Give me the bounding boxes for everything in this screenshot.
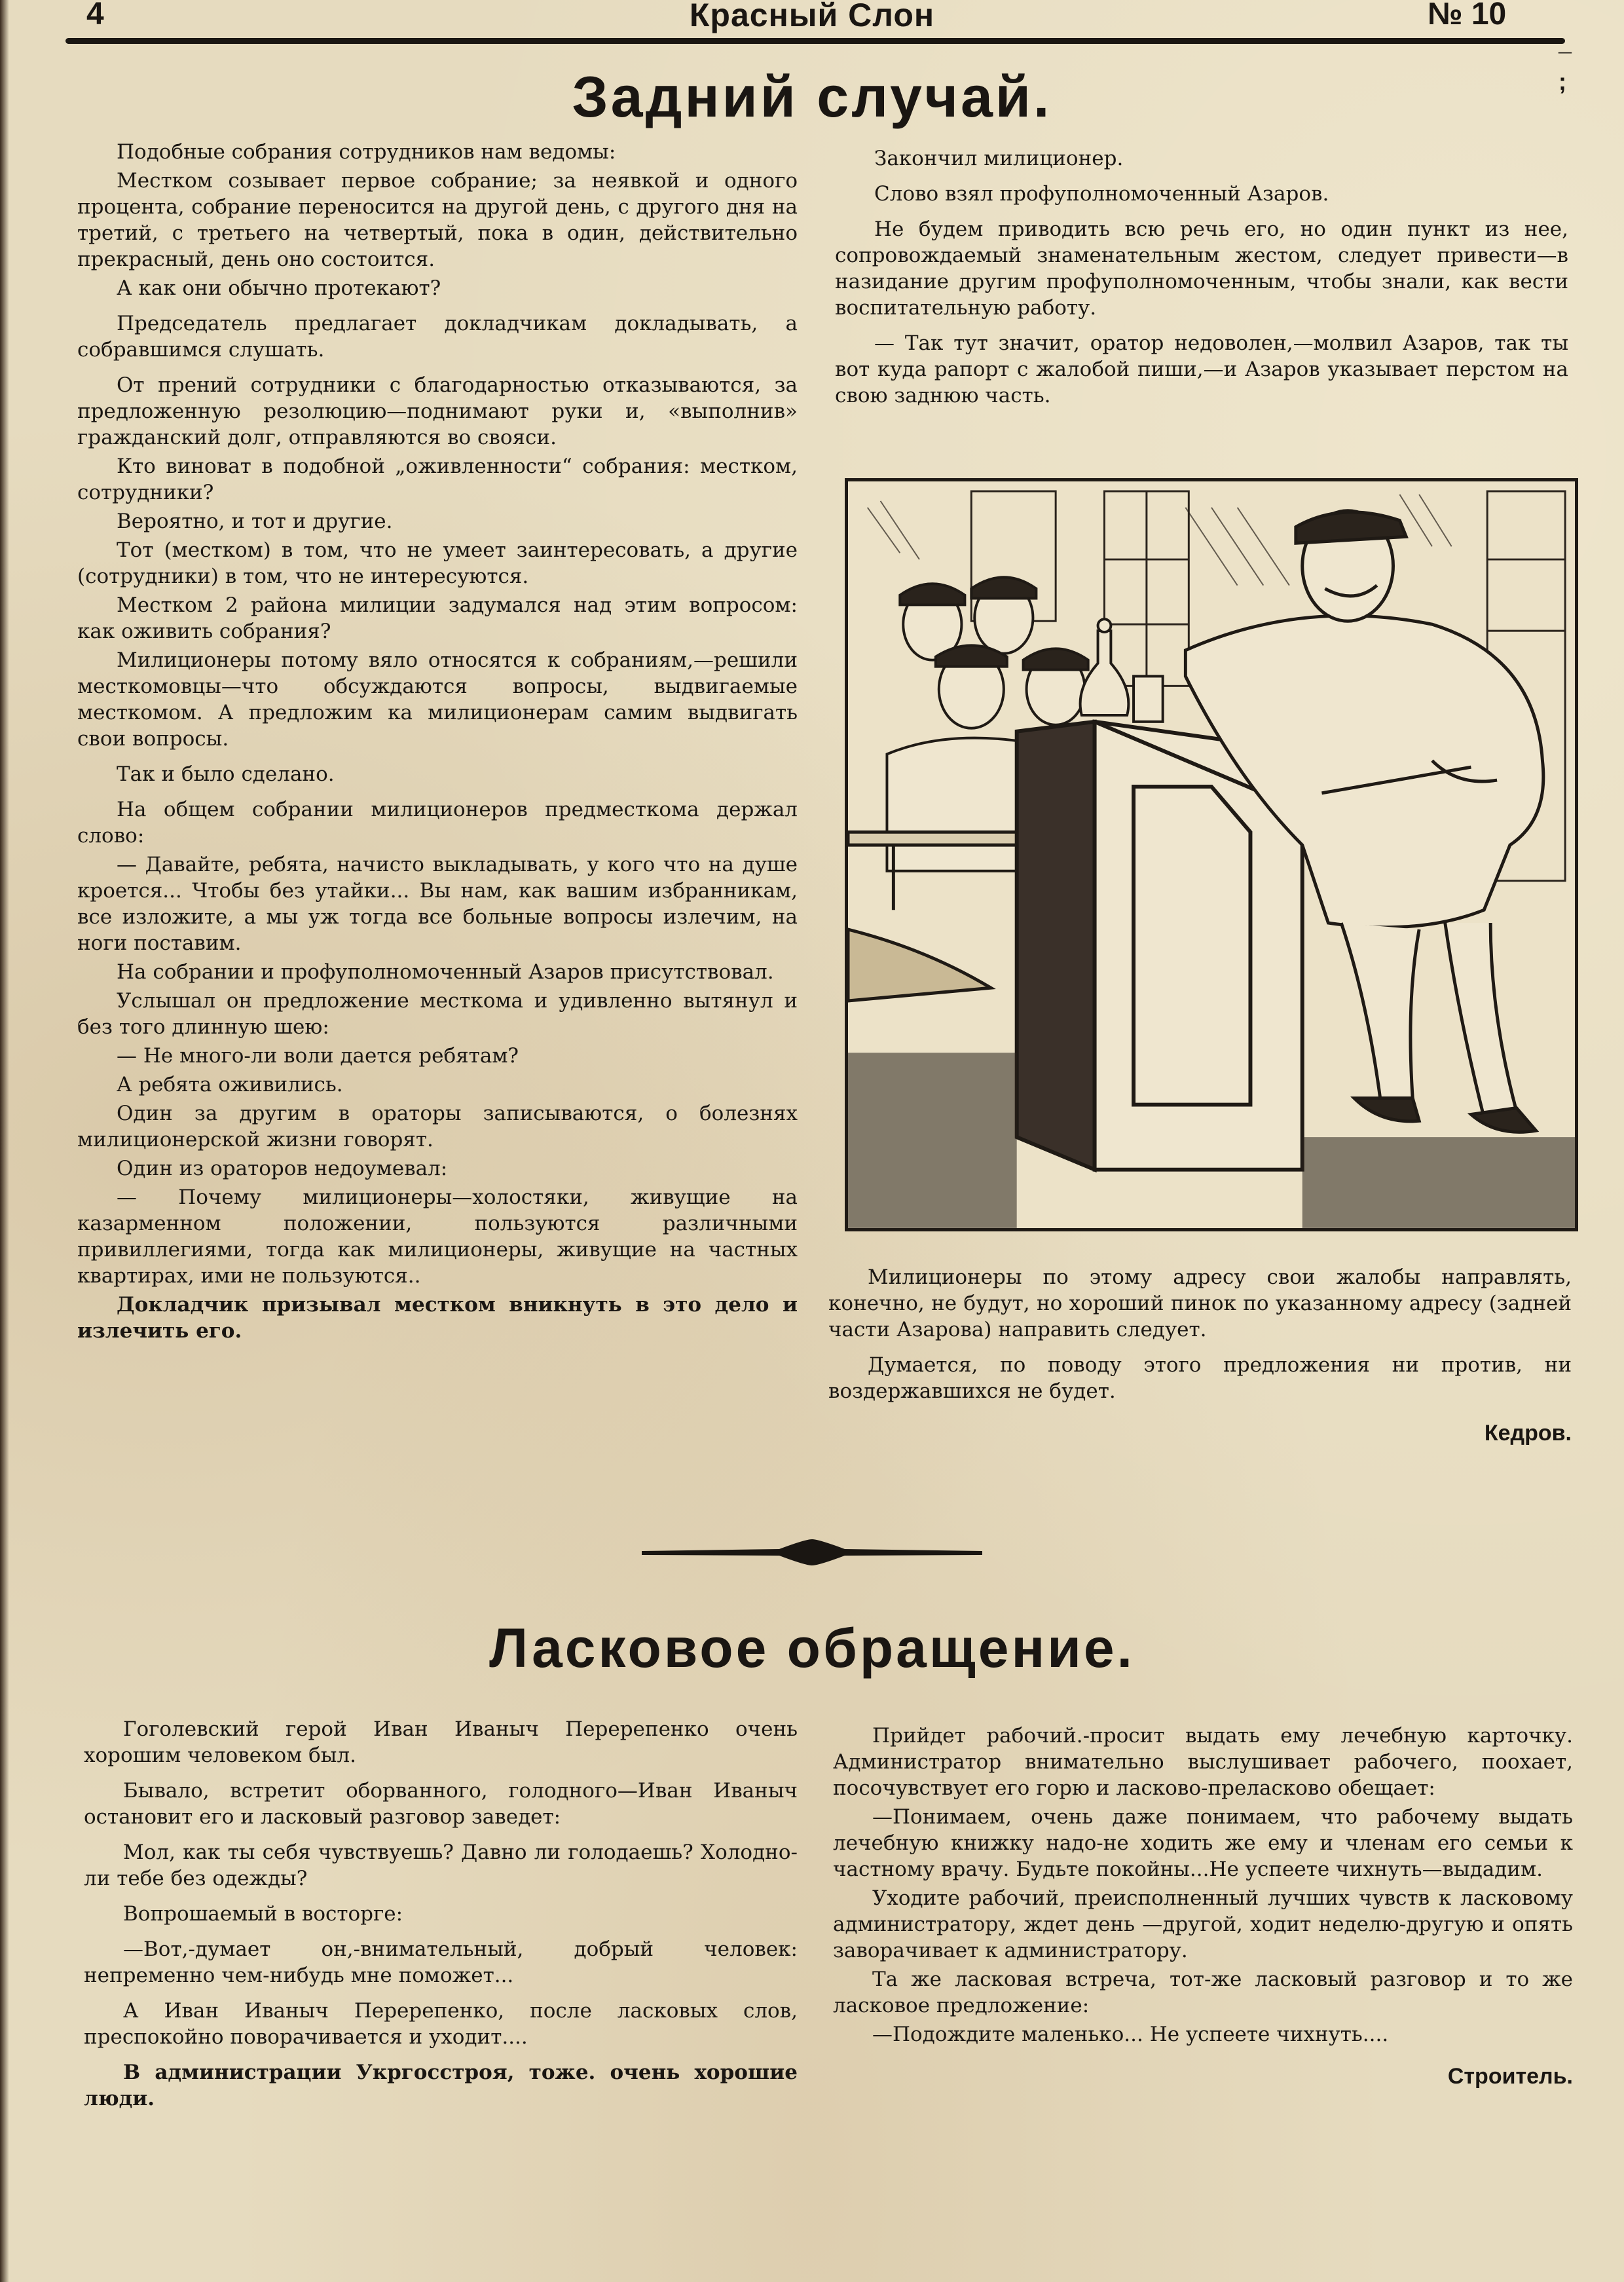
paragraph: —Подождите маленько... Не успеете чихнуть....	[872, 2023, 1389, 2046]
paragraph: Не будем приводить всю речь его, но один пункт из нее, сопровождаемый знаменательным жестом, следует привести—в назидание другим профуполномоченным, чтобы знали, как вести воспитательную работу.	[835, 217, 1568, 320]
cartoon-drawing	[848, 481, 1575, 1228]
paragraph: Бывало, встретит оборванного, голодного—Иван Иваныч остановит его и ласковый разговор заведет:	[84, 1779, 798, 1829]
paragraph: Местком 2 района милиции задумался над этим вопросом: как оживить собрания?	[77, 593, 798, 643]
running-head	[0, 0, 1624, 37]
paragraph: Местком созывает первое собрание; за неявкой и одного процента, собрание переносится на другой день, с другого дня на третий, с третьего на четвертый, пока в один, действительно прекрасный, день оно состоится.	[77, 169, 798, 271]
paragraph: А Иван Иваныч Перерепенко, после ласковых слов, преспокойно поворачивается и уходит....	[84, 1999, 798, 2049]
paragraph: Слово взял профуполномоченный Азаров.	[874, 182, 1329, 206]
paragraph: А ребята оживились.	[117, 1073, 343, 1096]
article-1-illustration	[845, 478, 1578, 1231]
paragraph: Милиционеры потому вяло относятся к собраниям,—решили месткомовцы—что обсуждаются вопросы, выдвигаемые месткомом. А предложим ка милиционерам самим выдвигать свои вопросы.	[77, 648, 798, 751]
header-rule	[65, 38, 1565, 44]
paragraph: Уходите рабочий, преисполненный лучших чувств к ласковому администратору, ждет день —другой, ходит неделю-другую и опять заворачивает к администратору.	[833, 1886, 1573, 1962]
paragraph: —Понимаем, очень даже понимаем, что рабочему выдать лечебную книжку надо-не ходить же ему и членам его семьи к частному врачу. Будьте покойны...Не успеете чихнуть—выдадим.	[833, 1805, 1573, 1881]
issue-number: № 10	[1428, 0, 1507, 31]
paragraph: Председатель предлагает докладчикам докладывать, а собравшимся слушать.	[77, 312, 798, 362]
paragraph: Гоголевский герой Иван Иваныч Перерепенко очень хорошим человеком был.	[84, 1717, 798, 1767]
paragraph: От прений сотрудники с благодарностью отказываются, за предложенную резолюцию—поднимают руки и, «выполнив» гражданский долг, отправляются во свояси.	[77, 373, 798, 449]
paragraph: На общем собрании милиционеров предместкома держал слово:	[77, 798, 798, 848]
paragraph: Закончил милиционер.	[874, 147, 1124, 170]
paragraph: Тот (местком) в том, что не умеет заинтересовать, а другие (сотрудники) в том, что не интересуются.	[77, 538, 798, 588]
paragraph: Так и было сделано.	[117, 762, 335, 786]
paragraph: Прийдет рабочий.-просит выдать ему лечебную карточку. Администратор внимательно выслушивает рабочего, поохает, посочувствует его горю и ласково-преласково обещает:	[833, 1724, 1573, 1800]
paragraph: — Так тут значит, оратор недоволен,—молвил Азаров, так ты вот куда рапорт с жалобой пиши,—и Азаров указывает перстом на свою заднюю часть.	[835, 331, 1568, 407]
paragraph: Та же ласковая встреча, тот-же ласковый разговор и то же ласковое предложение:	[833, 1968, 1573, 2017]
paragraph: — Давайте, ребята, начисто выкладывать, у кого что на душе кроется... Чтобы без утайки... Вы нам, как вашим избранникам, все изложите, а мы уж тогда все больные вопросы излечим, на ноги поставим.	[77, 853, 798, 955]
section-divider-ornament	[642, 1539, 982, 1565]
paragraph: В администрации Укргосстроя, тоже. очень хорошие люди.	[84, 2061, 798, 2110]
paragraph: Вероятно, и тот и другие.	[117, 510, 393, 533]
paragraph: — Почему милиционеры—холостяки, живущие на казарменном положении, пользуются различными привиллегиями, тогда как милиционеры, живущие на частных квартирах, ими не пользуются..	[77, 1186, 798, 1288]
paragraph: —Вот,-думает он,-внимательный, добрый человек: непременно чем-нибудь мне поможет...	[84, 1937, 798, 1987]
paragraph: А как они обычно протекают?	[117, 276, 441, 300]
edge-mark: ¯ ;	[1559, 48, 1572, 95]
paragraph: На собрании и профуполномоченный Азаров присутствовал.	[117, 960, 774, 984]
article-2-left-column	[84, 1716, 798, 2114]
masthead-title: Красный Слон	[689, 0, 935, 33]
page-number: 4	[86, 0, 104, 31]
paragraph: Докладчик призывал местком вникнуть в это дело и излечить его.	[77, 1293, 798, 1343]
author-signature: Строитель.	[1447, 2064, 1573, 2089]
article-1-title: Задний случай.	[572, 64, 1052, 129]
article-1-right-column-top	[835, 145, 1568, 411]
article-2-right-column	[833, 1723, 1573, 2092]
paragraph: Думается, по поводу этого предложения ни против, ни воздержавшихся не будет.	[828, 1353, 1572, 1403]
paragraph: Милиционеры по этому адресу свои жалобы направлять, конечно, не будут, но хороший пинок по указанному адресу (задней части Азарова) направить следует.	[828, 1265, 1572, 1341]
paragraph: Один за другим в ораторы записываются, о болезнях милиционерской жизни говорят.	[77, 1102, 798, 1151]
paragraph: Кто виноват в подобной „оживленности“ собрания: местком, сотрудники?	[77, 455, 798, 504]
article-1-right-column-bottom	[828, 1264, 1572, 1449]
paragraph: Вопрошаемый в восторге:	[123, 1902, 403, 1926]
paragraph: — Не много-ли воли дается ребятам?	[117, 1044, 519, 1068]
paragraph: Подобные собрания сотрудников нам ведомы:	[117, 140, 616, 164]
carafe-and-glass	[1080, 619, 1163, 722]
paragraph: Один из ораторов недоумевал:	[117, 1157, 448, 1180]
paragraph: Услышал он предложение месткома и удивленно вытянул и без того длинную шею:	[77, 989, 798, 1039]
article-2-title: Ласковое обращение.	[489, 1617, 1135, 1679]
page-edge-shadow	[0, 0, 9, 2282]
paragraph: Мол, как ты себя чувствуешь? Давно ли голодаешь? Холодно-ли тебе без одежды?	[84, 1841, 798, 1890]
author-signature: Кедров.	[1484, 1421, 1572, 1446]
article-1-left-column	[77, 139, 798, 1347]
